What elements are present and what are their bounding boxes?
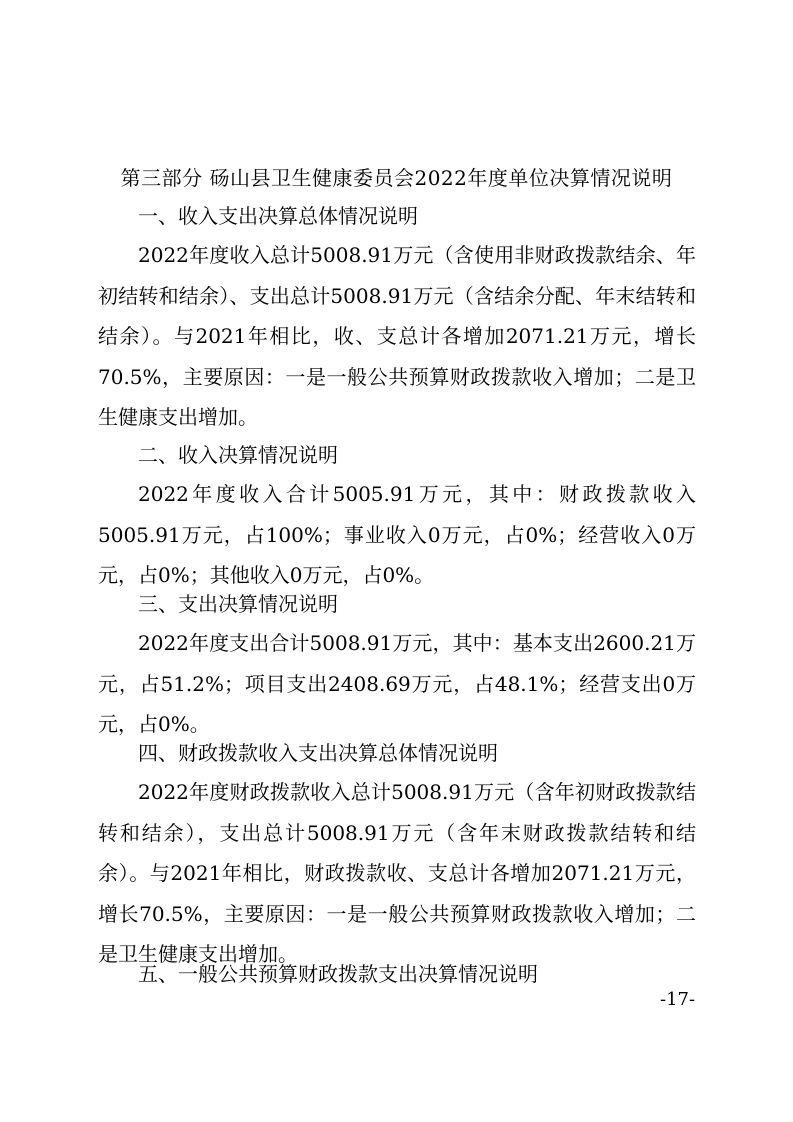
section-heading-2: 二、收入决算情况说明 — [138, 443, 338, 467]
section-heading-5: 五、一般公共预算财政拨款支出决算情况说明 — [138, 962, 538, 986]
section-paragraph-3: 2022年度支出合计5008.91万元，其中：基本支出2600.21万元，占51.2%；项目支出2408.69万元，占48.1%；经营支出0万元，占0%。 — [98, 631, 696, 736]
section-paragraph-1: 2022年度收入总计5008.91万元（含使用非财政拨款结余、年初结转和结余）、支出总计5008.91万元（含结余分配、年末结转和结余）。与2021年相比，收、支总计各增加2071.21万元，增长70.5%，主要原因：一是一般公共预算财政拨款收入增加；二是卫生健康支出增加。 — [98, 243, 696, 429]
section-paragraph-2: 2022年度收入合计5005.91万元，其中：财政拨款收入5005.91万元，占100%；事业收入0万元，占0%；经营收入0万元，占0%；其他收入0万元，占0%。 — [98, 482, 696, 587]
section-heading-4: 四、财政拨款收入支出决算总体情况说明 — [138, 741, 498, 765]
page-number: -17- — [660, 989, 696, 1010]
section-heading-3: 三、支出决算情况说明 — [138, 592, 338, 616]
section-paragraph-4: 2022年度财政拨款收入总计5008.91万元（含年初财政拨款结转和结余），支出总计5008.91万元（含年末财政拨款结转和结余）。与2021年相比，财政拨款收、支总计各增加2071.21万元，增长70.5%，主要原因：一是一般公共预算财政拨款收入增加；二是卫生健康支出增加。 — [98, 780, 696, 966]
section-heading-1: 一、收入支出决算总体情况说明 — [138, 204, 418, 228]
page-title: 第三部分 砀山县卫生健康委员会2022年度单位决算情况说明 — [120, 166, 673, 190]
